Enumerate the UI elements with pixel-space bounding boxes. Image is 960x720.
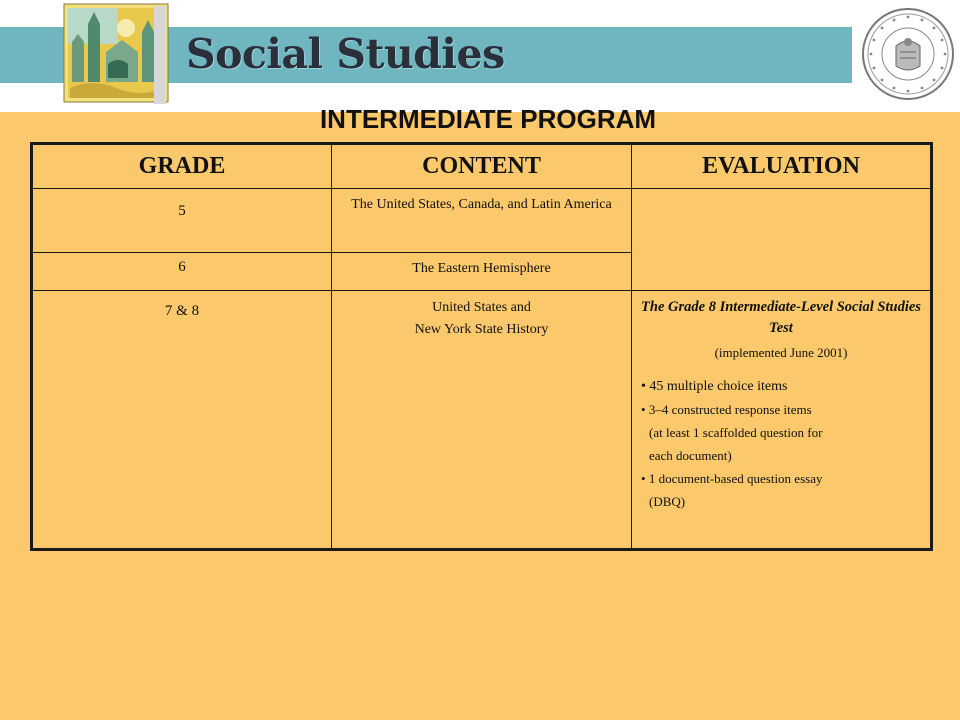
grade-cell: 6 xyxy=(32,253,332,291)
header-title: Social Studies xyxy=(186,30,505,78)
evaluation-list xyxy=(633,375,929,513)
list-item: • 3–4 constructed response items xyxy=(641,402,812,417)
column-header-content: CONTENT xyxy=(332,144,632,189)
program-title: INTERMEDIATE PROGRAM xyxy=(319,104,657,134)
evaluation-cell xyxy=(632,291,932,550)
social-studies-logo-art xyxy=(62,2,174,106)
list-item: • 1 document-based question essay xyxy=(641,471,823,486)
list-item-continuation: (at least 1 scaffolded question for xyxy=(649,425,823,440)
bullet-icon: • xyxy=(641,471,646,486)
program-table xyxy=(30,142,933,551)
bullet-icon: • xyxy=(641,379,646,394)
column-header-evaluation: EVALUATION xyxy=(632,144,932,189)
list-item: • 45 multiple choice items xyxy=(641,379,788,394)
content-cell xyxy=(332,291,632,550)
table-header-row xyxy=(32,144,932,189)
implemented-note: (implemented June 2001) xyxy=(714,345,848,360)
bullet-icon: • xyxy=(641,402,646,417)
column-header-grade: GRADE xyxy=(32,144,332,189)
list-item-continuation: (DBQ) xyxy=(649,494,686,509)
list-item-continuation: each document) xyxy=(649,448,732,463)
evaluation-cell-empty xyxy=(632,189,932,291)
grade-cell: 5 xyxy=(32,189,332,253)
content-cell: The Eastern Hemisphere xyxy=(332,253,632,291)
grade-cell: 7 & 8 xyxy=(32,291,332,550)
nys-university-seal-icon xyxy=(860,6,956,102)
table-row xyxy=(32,189,932,253)
test-title: The Grade 8 Intermediate-Level Social Studies Test xyxy=(641,299,921,336)
content-line: United States and xyxy=(432,300,531,315)
content-cell: The United States, Canada, and Latin America xyxy=(332,189,632,253)
table-row xyxy=(32,291,932,550)
content-line: New York State History xyxy=(414,322,549,337)
